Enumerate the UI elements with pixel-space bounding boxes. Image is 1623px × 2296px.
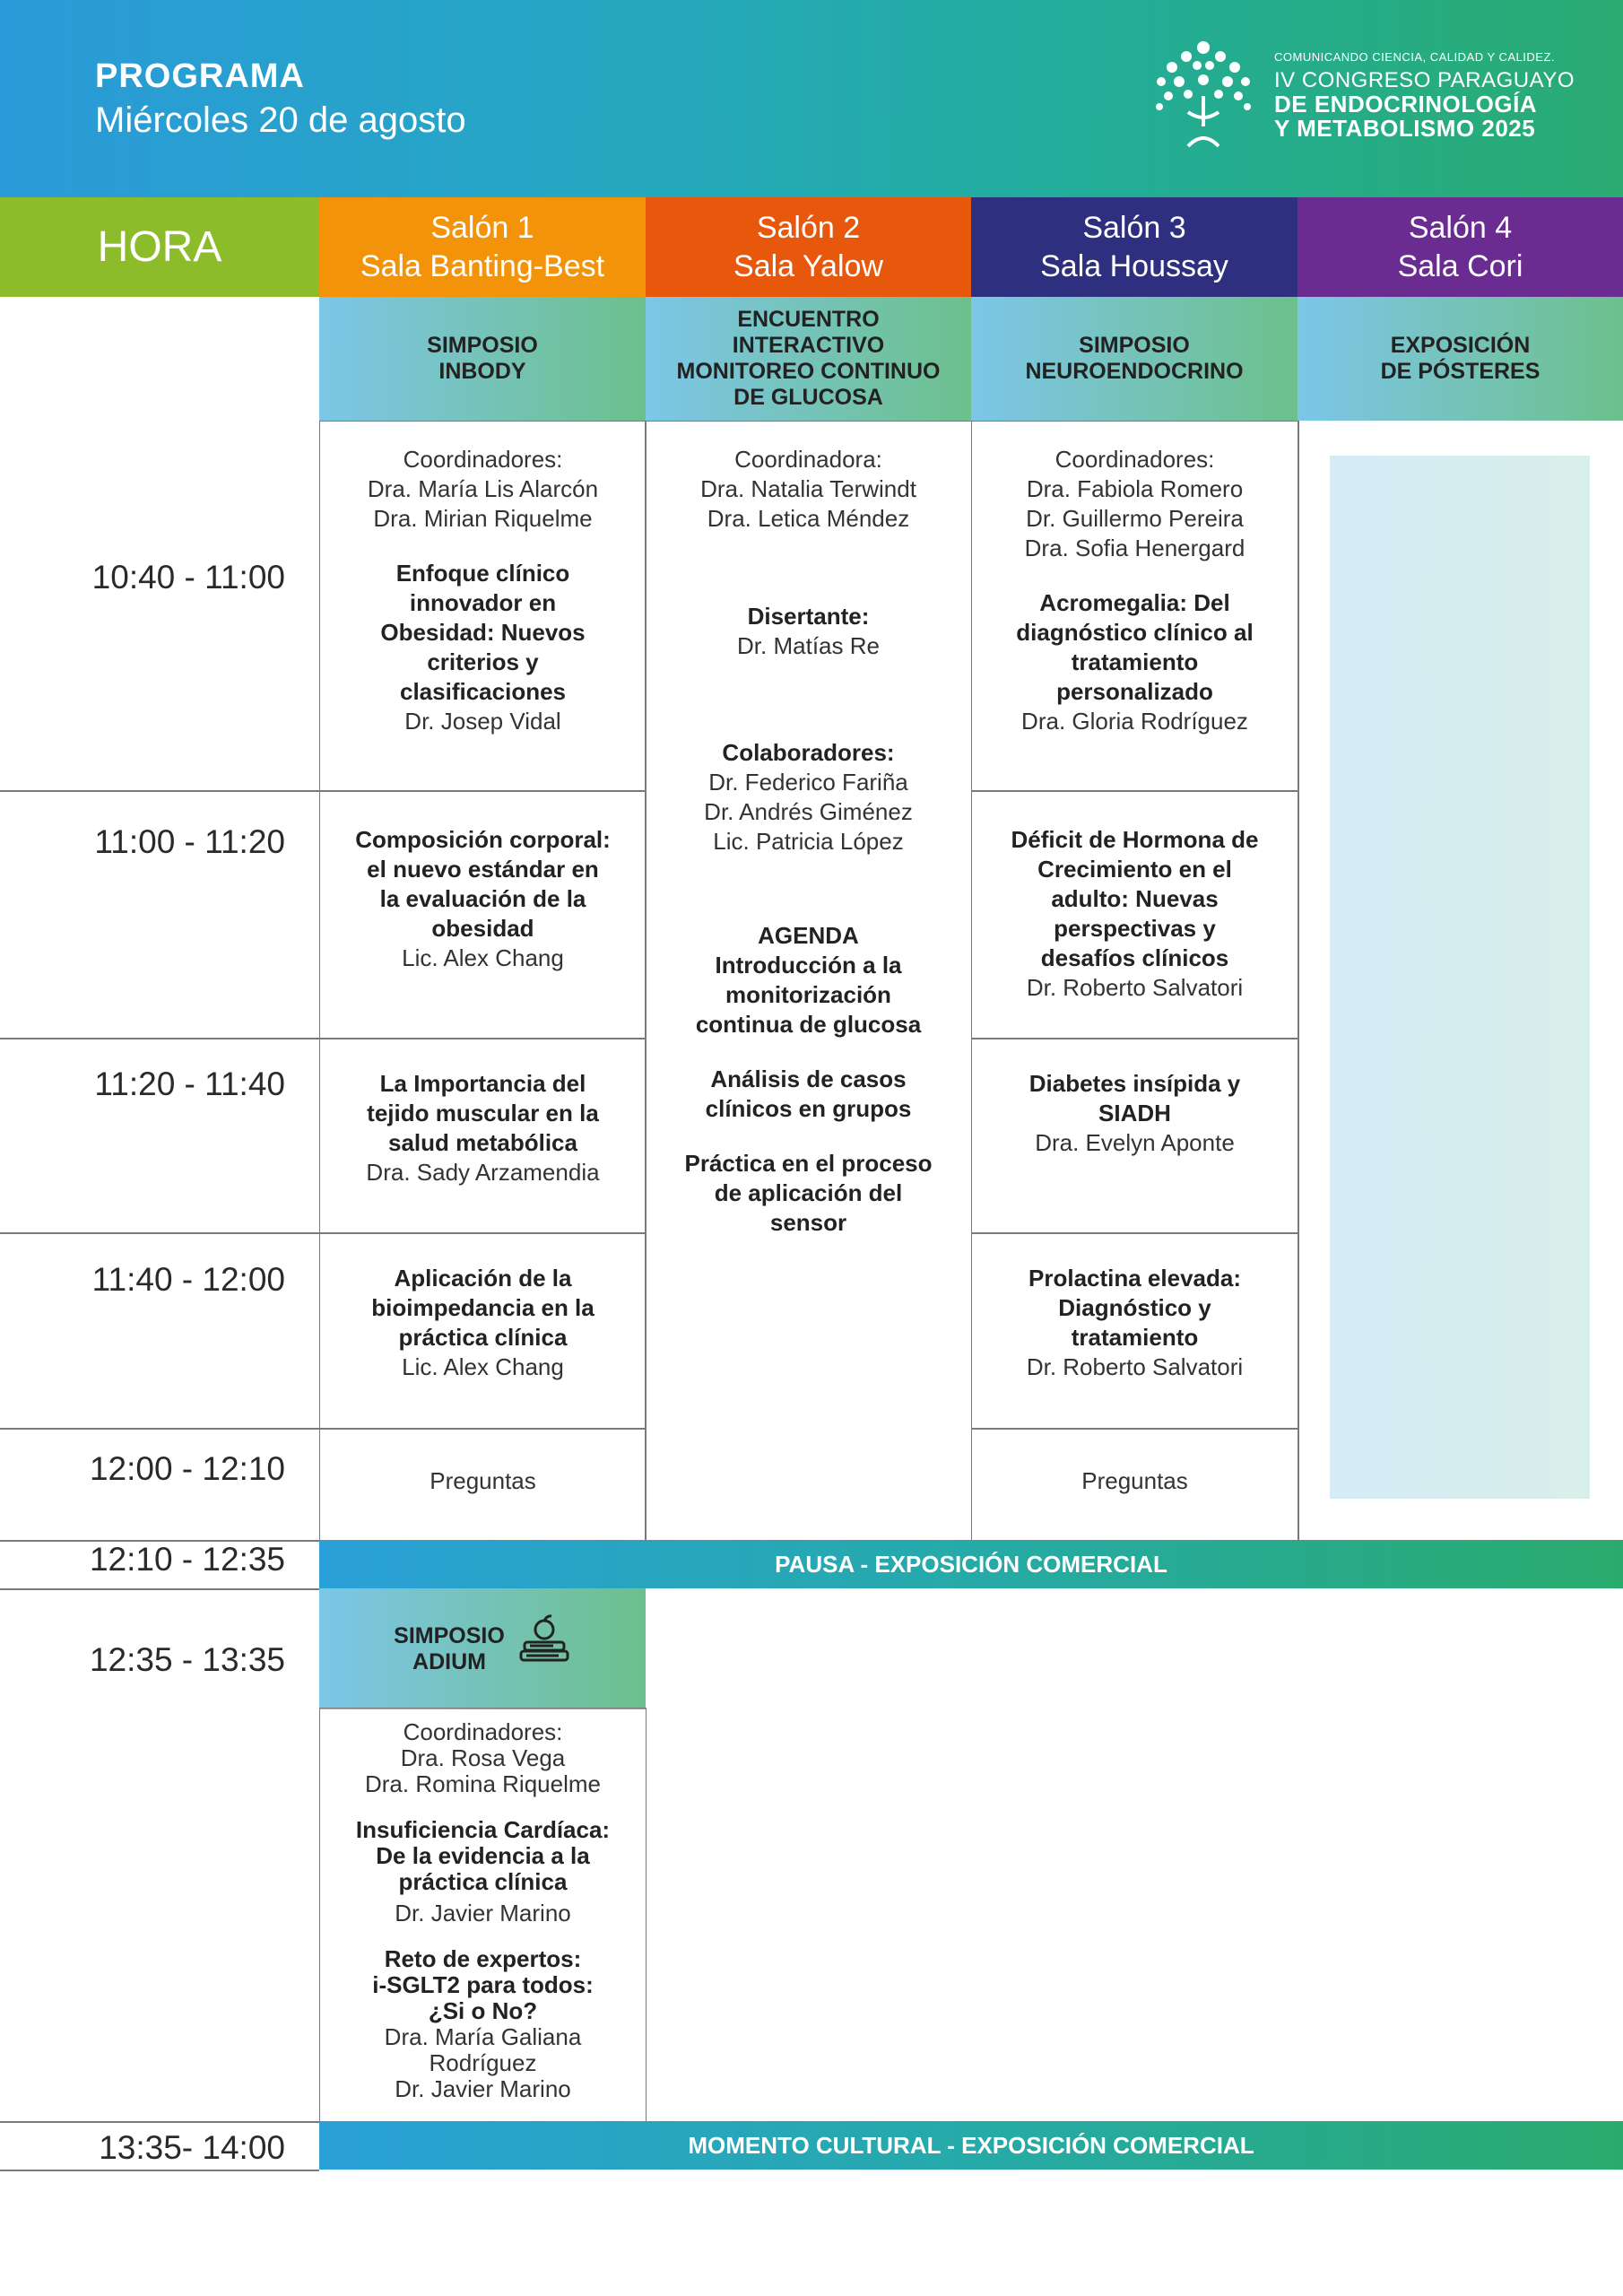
talk-title: Diagnóstico y xyxy=(1058,1294,1211,1321)
symposium-line: DE GLUCOSA xyxy=(733,385,883,410)
talk-title: Reto de expertos: xyxy=(384,1945,582,1972)
salon-2-name: Salón 2 xyxy=(756,210,861,245)
agenda-item: monitorización xyxy=(725,981,891,1008)
coordinator-name: Dra. María Lis Alarcón xyxy=(367,475,599,502)
talk-title: Obesidad: Nuevos xyxy=(380,619,586,646)
agenda-item: clínicos en grupos xyxy=(705,1095,912,1122)
collaborators-label: Colaboradores: xyxy=(722,739,895,766)
hora-column-header xyxy=(0,197,319,297)
tree-of-dots-logo-icon xyxy=(1152,40,1255,148)
talk-title: Crecimiento en el xyxy=(1037,856,1232,883)
time-slot-5: 12:00 - 12:10 xyxy=(89,1450,285,1487)
speaker-name: Lic. Alex Chang xyxy=(402,944,564,971)
salon-4-name: Salón 4 xyxy=(1408,210,1513,245)
talk-title: innovador en xyxy=(409,589,557,616)
symposium-glucose-header xyxy=(646,297,971,421)
symposium-neuroendocrino-header xyxy=(971,297,1298,421)
time-slot-7: 12:35 - 13:35 xyxy=(89,1641,285,1678)
row-divider xyxy=(0,1588,319,1590)
coordinator-name: Dra. Natalia Terwindt xyxy=(700,475,916,502)
talk-title: salud metabólica xyxy=(388,1129,577,1156)
salon-4-header xyxy=(1298,197,1623,297)
s1-session-3 xyxy=(319,1038,647,1234)
speaker-name: Dr. Javier Marino xyxy=(395,1900,571,1926)
collaborator-name: Dr. Federico Fariña xyxy=(708,769,908,796)
speaker-label: Disertante: xyxy=(747,603,870,630)
coordinators-label: Coordinadores: xyxy=(1055,446,1215,473)
agenda-item: sensor xyxy=(769,1209,847,1236)
salon-1-name: Salón 1 xyxy=(430,210,534,245)
s3-session-2 xyxy=(971,790,1298,1039)
agenda-item: Análisis de casos xyxy=(710,1065,907,1092)
agenda-item: Práctica en el proceso xyxy=(684,1150,933,1177)
coordinator-name: Dra. Letica Méndez xyxy=(707,505,910,532)
agenda-title: AGENDA xyxy=(758,922,859,949)
talk-title: obesidad xyxy=(431,915,534,942)
s1-session-4 xyxy=(319,1232,647,1430)
talk-title: bioimpedancia en la xyxy=(371,1294,595,1321)
pausa-band xyxy=(319,1540,1623,1588)
talk-title: Aplicación de la xyxy=(394,1265,572,1292)
s3-session-3 xyxy=(971,1038,1298,1234)
row-divider xyxy=(0,790,319,792)
speaker-name: Dra. Sady Arzamendia xyxy=(366,1159,600,1186)
salon-3-header xyxy=(971,197,1298,297)
talk-title: perspectivas y xyxy=(1054,915,1216,942)
talk-title: La Importancia del xyxy=(379,1070,586,1097)
speaker-name: Dr. Roberto Salvatori xyxy=(1026,974,1244,1001)
salon-3-room: Sala Houssay xyxy=(1040,248,1228,283)
talk-title: clasificaciones xyxy=(400,678,566,705)
exposicion-posteres-header xyxy=(1298,297,1623,421)
talk-title: Diabetes insípida y xyxy=(1028,1070,1241,1097)
talk-title: el nuevo estándar en xyxy=(367,856,599,883)
time-slot-2: 11:00 - 11:20 xyxy=(94,823,285,860)
row-divider xyxy=(0,2121,319,2123)
symposium-line: SIMPOSIO xyxy=(394,1622,505,1648)
speaker-name: Dra. Gloria Rodríguez xyxy=(1021,708,1248,735)
row-divider xyxy=(0,1428,319,1430)
logo-line-2: DE ENDOCRINOLOGÍA xyxy=(1274,91,1538,117)
s1-questions xyxy=(319,1428,647,1542)
program-date: Miércoles 20 de agosto xyxy=(95,100,466,140)
momento-cultural-band xyxy=(319,2121,1623,2170)
talk-title: SIADH xyxy=(1098,1100,1171,1126)
salon-4-room: Sala Cori xyxy=(1397,248,1523,283)
apple-books-icon xyxy=(517,1613,571,1669)
talk-title: criterios y xyxy=(427,648,539,675)
talk-title: Enfoque clínico xyxy=(395,560,570,587)
coordinator-label: Coordinadora: xyxy=(734,446,882,473)
poster-exhibit-area xyxy=(1330,456,1590,1499)
coordinator-name: Dra. Fabiola Romero xyxy=(1026,475,1244,502)
symposium-line: MONITOREO CONTINUO xyxy=(676,359,941,384)
symposium-line: SIMPOSIO xyxy=(1079,333,1190,358)
symposium-inbody-header xyxy=(319,297,646,421)
coordinator-name: Dra. Romina Riquelme xyxy=(365,1770,601,1797)
talk-title: Insuficiencia Cardíaca: xyxy=(355,1816,611,1843)
coordinators-label: Coordinadores: xyxy=(403,446,563,473)
talk-title: Prolactina elevada: xyxy=(1028,1265,1241,1292)
row-divider xyxy=(0,1232,319,1234)
symposium-line: EXPOSICIÓN xyxy=(1390,333,1531,358)
salon-2-room: Sala Yalow xyxy=(733,248,883,283)
program-title: PROGRAMA xyxy=(95,57,305,95)
symposium-adium-header xyxy=(319,1588,646,1709)
time-slot-8: 13:35- 14:00 xyxy=(99,2129,285,2166)
talk-title: adulto: Nuevas xyxy=(1051,885,1219,912)
symposium-line: ADIUM xyxy=(412,1648,486,1674)
salon-3-name: Salón 3 xyxy=(1082,210,1186,245)
logo-line-3: Y METABOLISMO 2025 xyxy=(1274,115,1536,142)
coordinators-label: Coordinadores: xyxy=(403,1718,563,1745)
talk-title: tejido muscular en la xyxy=(367,1100,599,1126)
questions-label: Preguntas xyxy=(1081,1467,1188,1494)
talk-title: práctica clínica xyxy=(398,1868,568,1895)
collaborator-name: Lic. Patricia López xyxy=(713,828,904,855)
speaker-name: Dra. Evelyn Aponte xyxy=(1035,1129,1235,1156)
momento-cultural-label: MOMENTO CULTURAL - EXPOSICIÓN COMERCIAL xyxy=(688,2131,1254,2159)
coordinator-name: Dra. Sofia Henergard xyxy=(1024,535,1245,561)
s3-questions xyxy=(971,1428,1298,1542)
agenda-item: de aplicación del xyxy=(714,1179,903,1206)
coordinator-name: Dra. Rosa Vega xyxy=(400,1744,566,1771)
row-divider xyxy=(0,1038,319,1039)
time-slot-3: 11:20 - 11:40 xyxy=(94,1065,285,1102)
salon-1-room: Sala Banting-Best xyxy=(360,248,605,283)
adium-title xyxy=(394,1623,505,1675)
speaker-name: Dr. Javier Marino xyxy=(395,2075,571,2102)
hora-label: HORA xyxy=(97,223,222,271)
symposium-line: DE PÓSTERES xyxy=(1380,359,1541,384)
talk-title: tratamiento xyxy=(1071,1324,1199,1351)
s1-session-2 xyxy=(319,790,647,1039)
symposium-line: INTERACTIVO xyxy=(732,333,885,358)
speaker-name: Dra. María Galiana xyxy=(384,2023,582,2050)
time-slot-4: 11:40 - 12:00 xyxy=(91,1261,285,1298)
talk-title: la evaluación de la xyxy=(379,885,586,912)
speaker-name: Dr. Roberto Salvatori xyxy=(1026,1353,1244,1380)
adium-session xyxy=(319,1708,647,2123)
talk-title: i-SGLT2 para todos: xyxy=(372,1971,594,1998)
s3-session-1 xyxy=(971,421,1298,792)
speaker-name: Dr. Josep Vidal xyxy=(404,708,561,735)
talk-title: tratamiento xyxy=(1071,648,1199,675)
agenda-item: continua de glucosa xyxy=(695,1011,922,1038)
symposium-line: INBODY xyxy=(438,359,526,384)
talk-title: De la evidencia a la xyxy=(376,1842,590,1869)
coordinator-name: Dra. Mirian Riquelme xyxy=(373,505,593,532)
time-slot-1: 10:40 - 11:00 xyxy=(91,559,285,596)
time-slot-6: 12:10 - 12:35 xyxy=(89,1541,285,1578)
logo-line-1: IV CONGRESO PARAGUAYO xyxy=(1274,68,1575,92)
salon-2-header xyxy=(646,197,971,297)
s3-session-4 xyxy=(971,1232,1298,1430)
collaborator-name: Dr. Andrés Giménez xyxy=(704,798,913,825)
pausa-label: PAUSA - EXPOSICIÓN COMERCIAL xyxy=(775,1550,1167,1578)
speaker-name: Lic. Alex Chang xyxy=(402,1353,564,1380)
symposium-line: ENCUENTRO xyxy=(737,307,880,332)
salon-1-header xyxy=(319,197,646,297)
questions-label: Preguntas xyxy=(430,1467,536,1494)
speaker-name: Rodríguez xyxy=(429,2049,537,2076)
talk-title: ¿Si o No? xyxy=(428,1997,538,2024)
talk-title: diagnóstico clínico al xyxy=(1016,619,1254,646)
speaker-name: Dr. Matías Re xyxy=(737,632,880,659)
s1-session-1 xyxy=(319,421,647,792)
talk-title: Déficit de Hormona de xyxy=(1011,826,1259,853)
talk-title: Composición corporal: xyxy=(355,826,611,853)
talk-title: desafíos clínicos xyxy=(1040,944,1229,971)
coordinator-name: Dr. Guillermo Pereira xyxy=(1026,505,1244,532)
agenda-item: Introducción a la xyxy=(715,952,902,978)
logo-tagline: COMUNICANDO CIENCIA, CALIDAD Y CALIDEZ. xyxy=(1274,50,1556,64)
talk-title: Acromegalia: Del xyxy=(1039,589,1230,616)
s2-session xyxy=(645,421,972,1542)
symposium-line: SIMPOSIO xyxy=(427,333,538,358)
symposium-line: NEUROENDOCRINO xyxy=(1025,359,1244,384)
talk-title: personalizado xyxy=(1056,678,1213,705)
row-divider xyxy=(0,2170,319,2171)
row-divider xyxy=(0,1540,319,1542)
s4-left-border xyxy=(1298,421,1299,1542)
talk-title: práctica clínica xyxy=(398,1324,568,1351)
